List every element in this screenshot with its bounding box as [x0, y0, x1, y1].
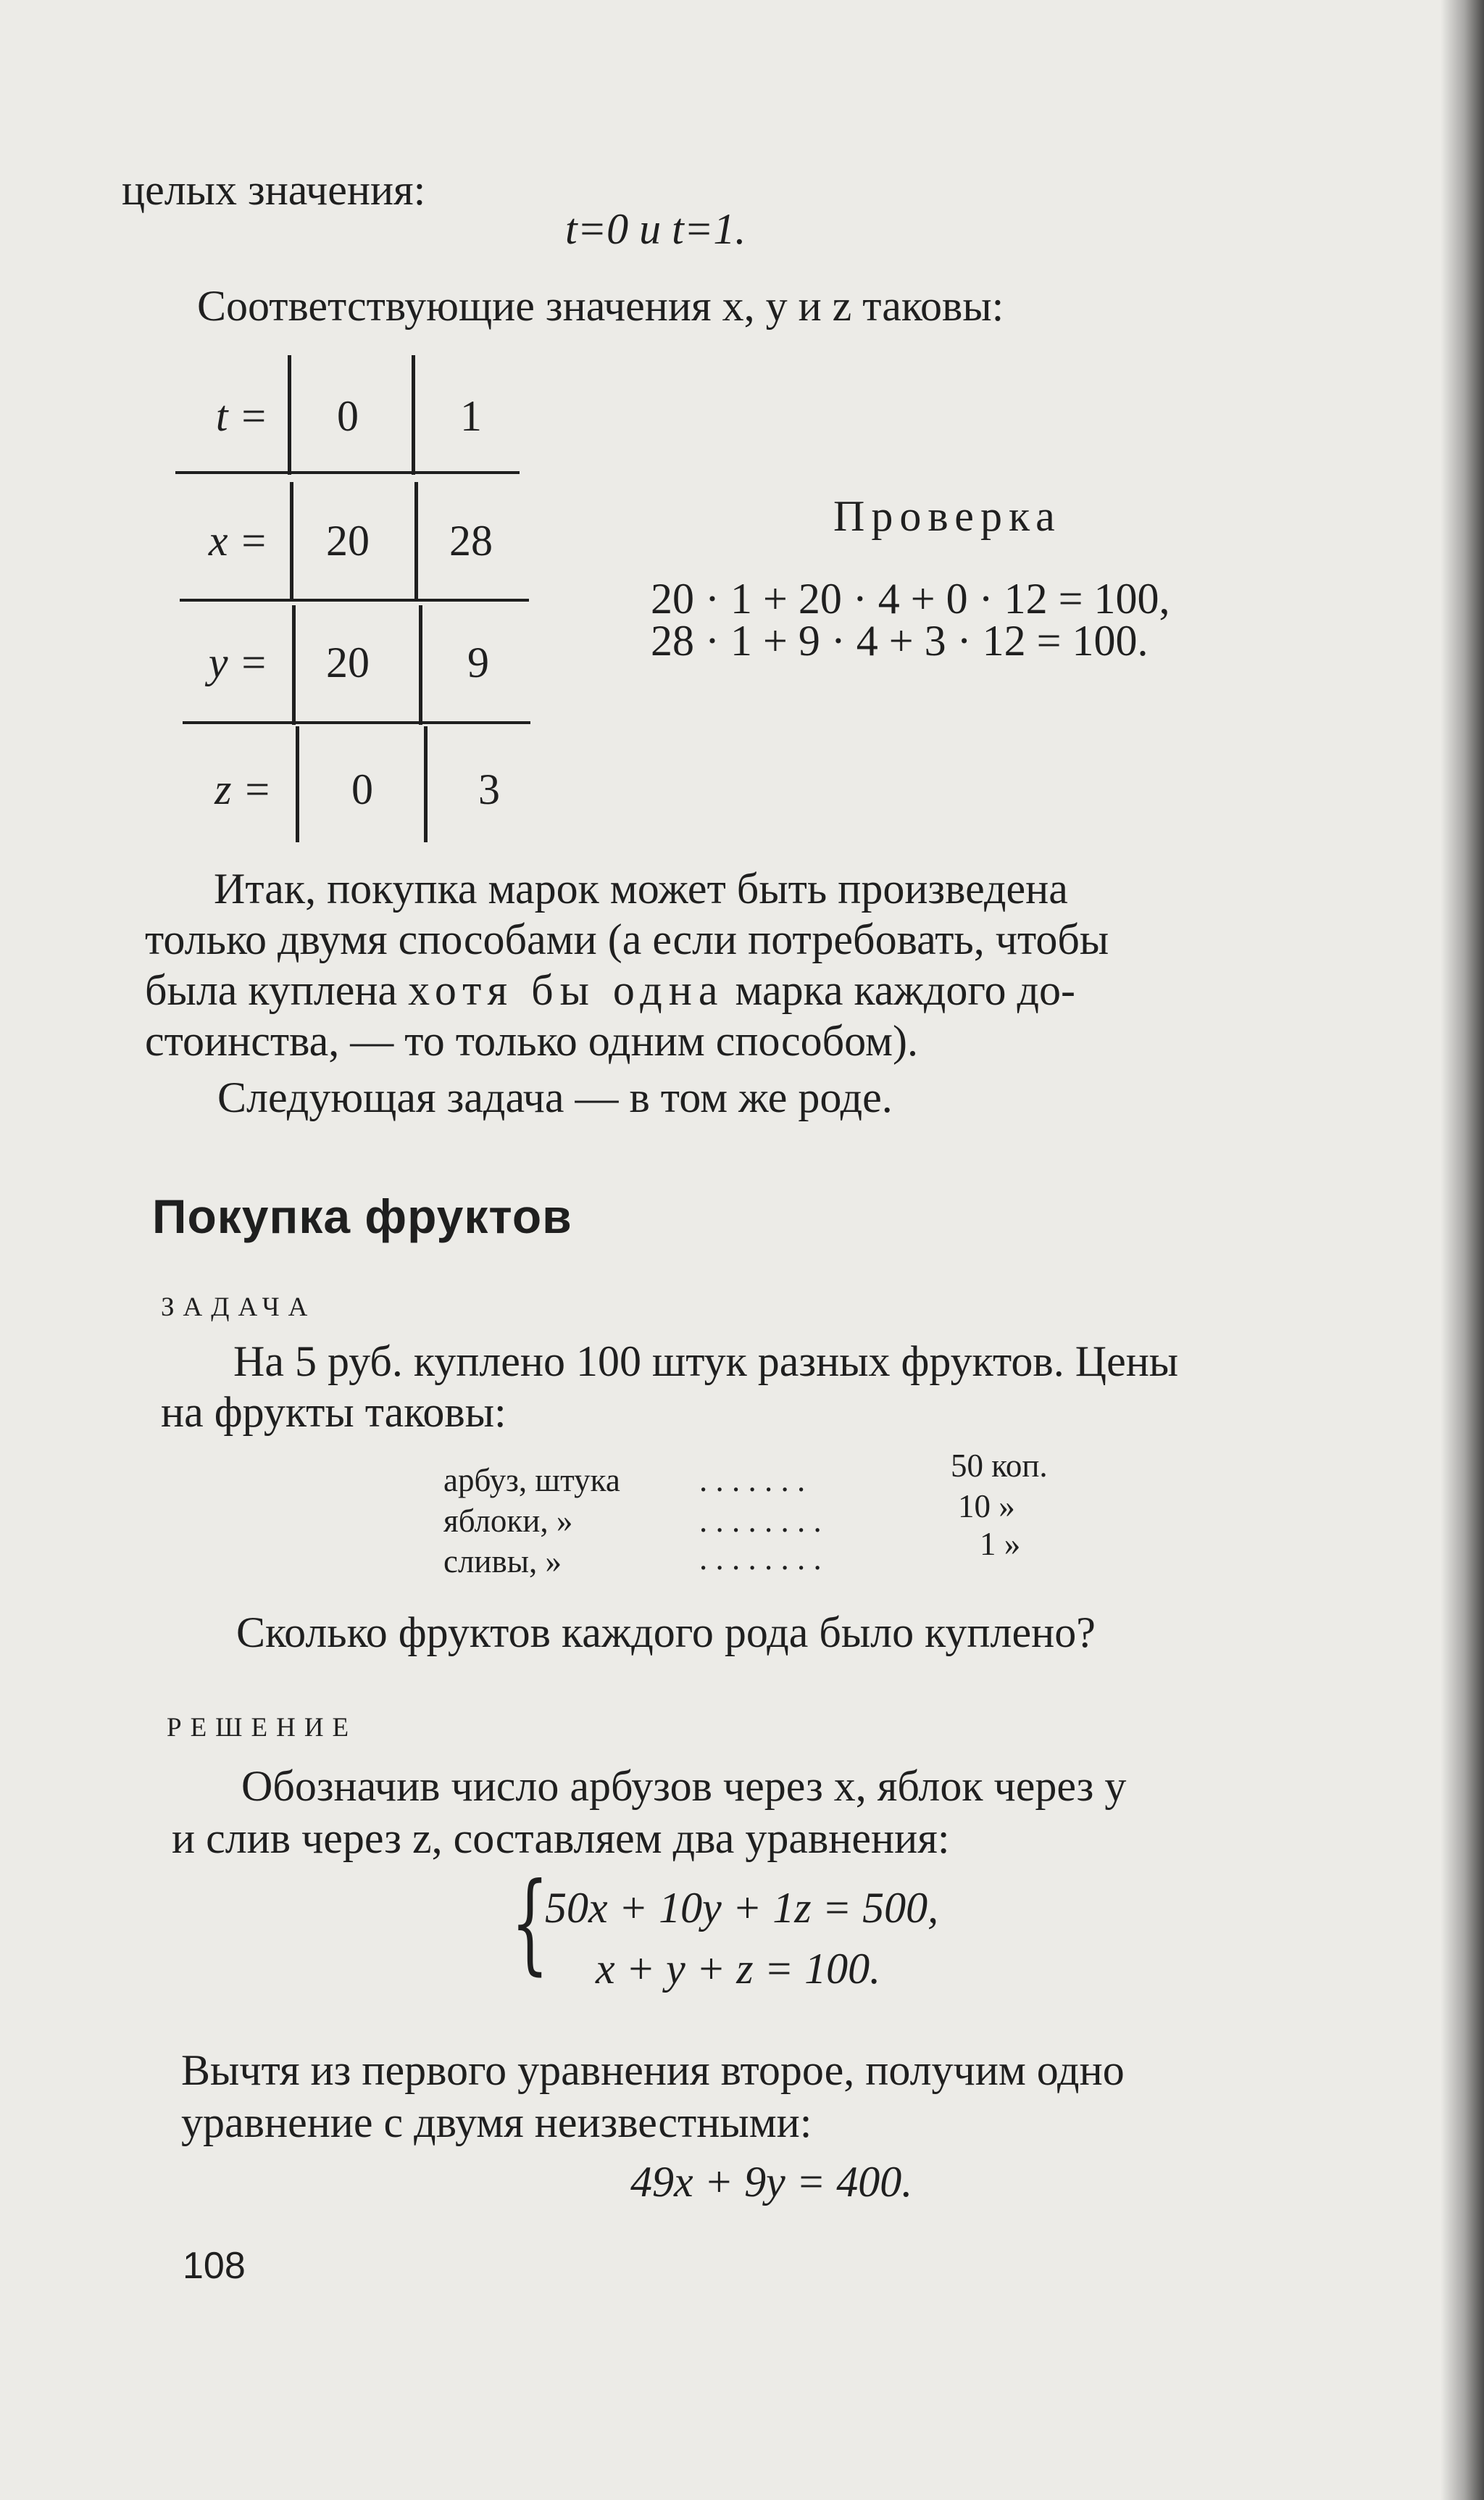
table-divider [296, 726, 299, 842]
task-label: ЗАДАЧА [161, 1292, 317, 1322]
table-rule [180, 599, 529, 602]
price-item: яблоки, » [443, 1503, 573, 1539]
question-line: Сколько фруктов каждого рода было куплено? [236, 1608, 1096, 1656]
check-line-2: 28 · 1 + 9 · 4 + 3 · 12 = 100. [651, 617, 1149, 665]
solution-line: Вычтя из первого уравнения второе, получим одно [181, 2046, 1125, 2094]
equation-3: 49x + 9y = 400. [630, 2158, 913, 2206]
conclusion-line: только двумя способами (а если потребовать, чтобы [145, 915, 1109, 963]
table-rule [175, 471, 520, 474]
equation-1: 50x + 10y + 1z = 500, [545, 1884, 939, 1932]
table-rule [183, 721, 530, 724]
conclusion-line: стоинства, — то только одним способом). [145, 1017, 918, 1065]
table-cell: 0 [337, 392, 359, 440]
table-divider [412, 355, 415, 475]
table-cell: 3 [478, 765, 500, 813]
price-dots: . . . . . . . . [699, 1540, 822, 1577]
table-divider [292, 605, 296, 725]
solution-label: РЕШЕНИЕ [167, 1713, 358, 1743]
table-row-label-y: y = [208, 639, 268, 686]
solution-line: уравнение с двумя неизвестными: [181, 2098, 812, 2146]
emphasis-text: хотя бы одна [408, 966, 725, 1014]
task-line: на фрукты таковы: [161, 1388, 507, 1436]
price-item: сливы, » [443, 1543, 562, 1579]
table-divider [414, 482, 418, 602]
table-divider [290, 482, 293, 602]
table-cell: 9 [467, 639, 489, 686]
page-edge [1441, 0, 1484, 2500]
section-heading: Покупка фруктов [152, 1189, 572, 1243]
table-cell: 1 [460, 392, 482, 440]
price-dots: . . . . . . . [699, 1462, 806, 1498]
table-cell: 20 [326, 639, 370, 686]
table-cell: 0 [351, 765, 373, 813]
price-value: 1 » [980, 1526, 1021, 1562]
conclusion-text: была куплена [145, 966, 398, 1014]
price-value: 10 » [958, 1488, 1015, 1524]
intro-line: целых значения: [122, 166, 426, 214]
page-number: 108 [183, 2245, 246, 2287]
conclusion-line [145, 968, 1075, 1012]
price-value: 50 коп. [951, 1448, 1048, 1484]
table-cell: 28 [449, 517, 493, 565]
solution-line: Обозначив число арбузов через x, яблок через y [241, 1762, 1127, 1810]
table-divider [288, 355, 291, 475]
table-divider [419, 605, 422, 725]
conclusion-text: марка каждого до- [735, 966, 1076, 1014]
check-line-1: 20 · 1 + 20 · 4 + 0 · 12 = 100, [651, 575, 1170, 623]
table-row-label-x: x = [208, 517, 268, 565]
table-row-label-z: z = [214, 765, 272, 813]
price-item: арбуз, штука [443, 1462, 620, 1498]
conclusion-line: Следующая задача — в том же роде. [217, 1073, 893, 1121]
intro-values-line: Соответствующие значения x, y и z таковы: [197, 282, 1004, 330]
equation-2: x + y + z = 100. [596, 1945, 881, 1993]
price-dots: . . . . . . . . [699, 1503, 822, 1539]
t-values-formula: t=0 и t=1. [565, 205, 746, 253]
solution-line: и слив через z, составляем два уравнения: [172, 1814, 950, 1862]
table-cell: 20 [326, 517, 370, 565]
table-row-label-t: t = [215, 392, 268, 440]
table-divider [424, 726, 428, 842]
task-line: На 5 руб. куплено 100 штук разных фруктов. Цены [233, 1337, 1179, 1385]
check-title: Проверка [833, 492, 1062, 540]
system-brace: { [511, 1860, 549, 1986]
conclusion-line: Итак, покупка марок может быть произведена [214, 865, 1068, 913]
